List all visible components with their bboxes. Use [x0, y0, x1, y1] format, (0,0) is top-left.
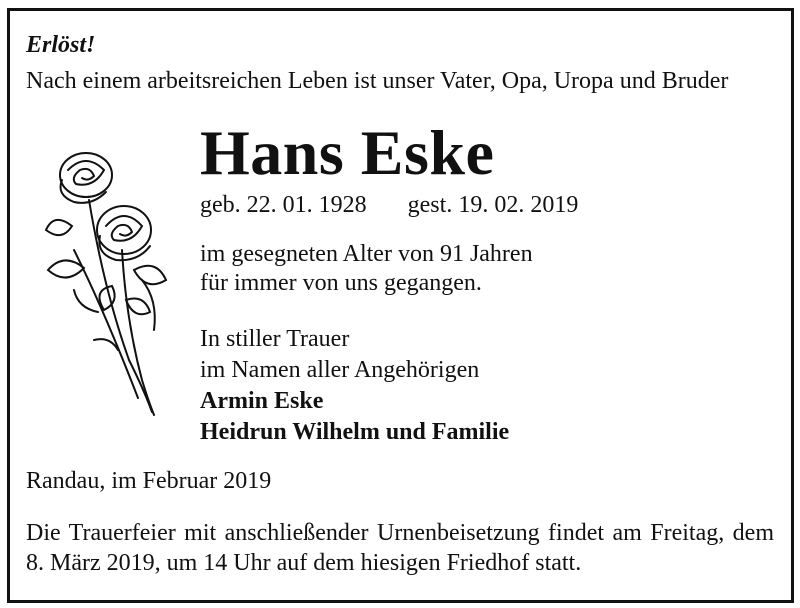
deceased-name: Hans Eske	[200, 117, 495, 188]
rose-bouquet-icon	[34, 140, 174, 422]
age-line-2: für immer von uns gegangen.	[200, 270, 482, 296]
notice-heading: Erlöst!	[26, 32, 96, 58]
mourner-2: Heidrun Wilhelm und Familie	[200, 419, 510, 445]
mourning-line-1: In stiller Trauer	[200, 326, 350, 352]
place-date: Randau, im Februar 2019	[26, 468, 272, 494]
birth-date: geb. 22. 01. 1928	[200, 192, 367, 218]
life-dates	[200, 193, 578, 217]
intro-text: Nach einem arbeitsreichen Leben ist unser Vater, Opa, Uropa und Bruder	[26, 68, 729, 94]
death-date: gest. 19. 02. 2019	[407, 192, 579, 218]
mourner-1: Armin Eske	[200, 388, 324, 414]
age-line-1: im gesegneten Alter von 91 Jahren	[200, 241, 533, 267]
funeral-info: Die Trauerfeier mit anschließender Urnenbeisetzung findet am Freitag, dem 8. März 2019, um 14 Uhr auf dem hiesigen Friedhof statt.	[26, 520, 774, 576]
mourning-line-2: im Namen aller Angehörigen	[200, 357, 480, 383]
